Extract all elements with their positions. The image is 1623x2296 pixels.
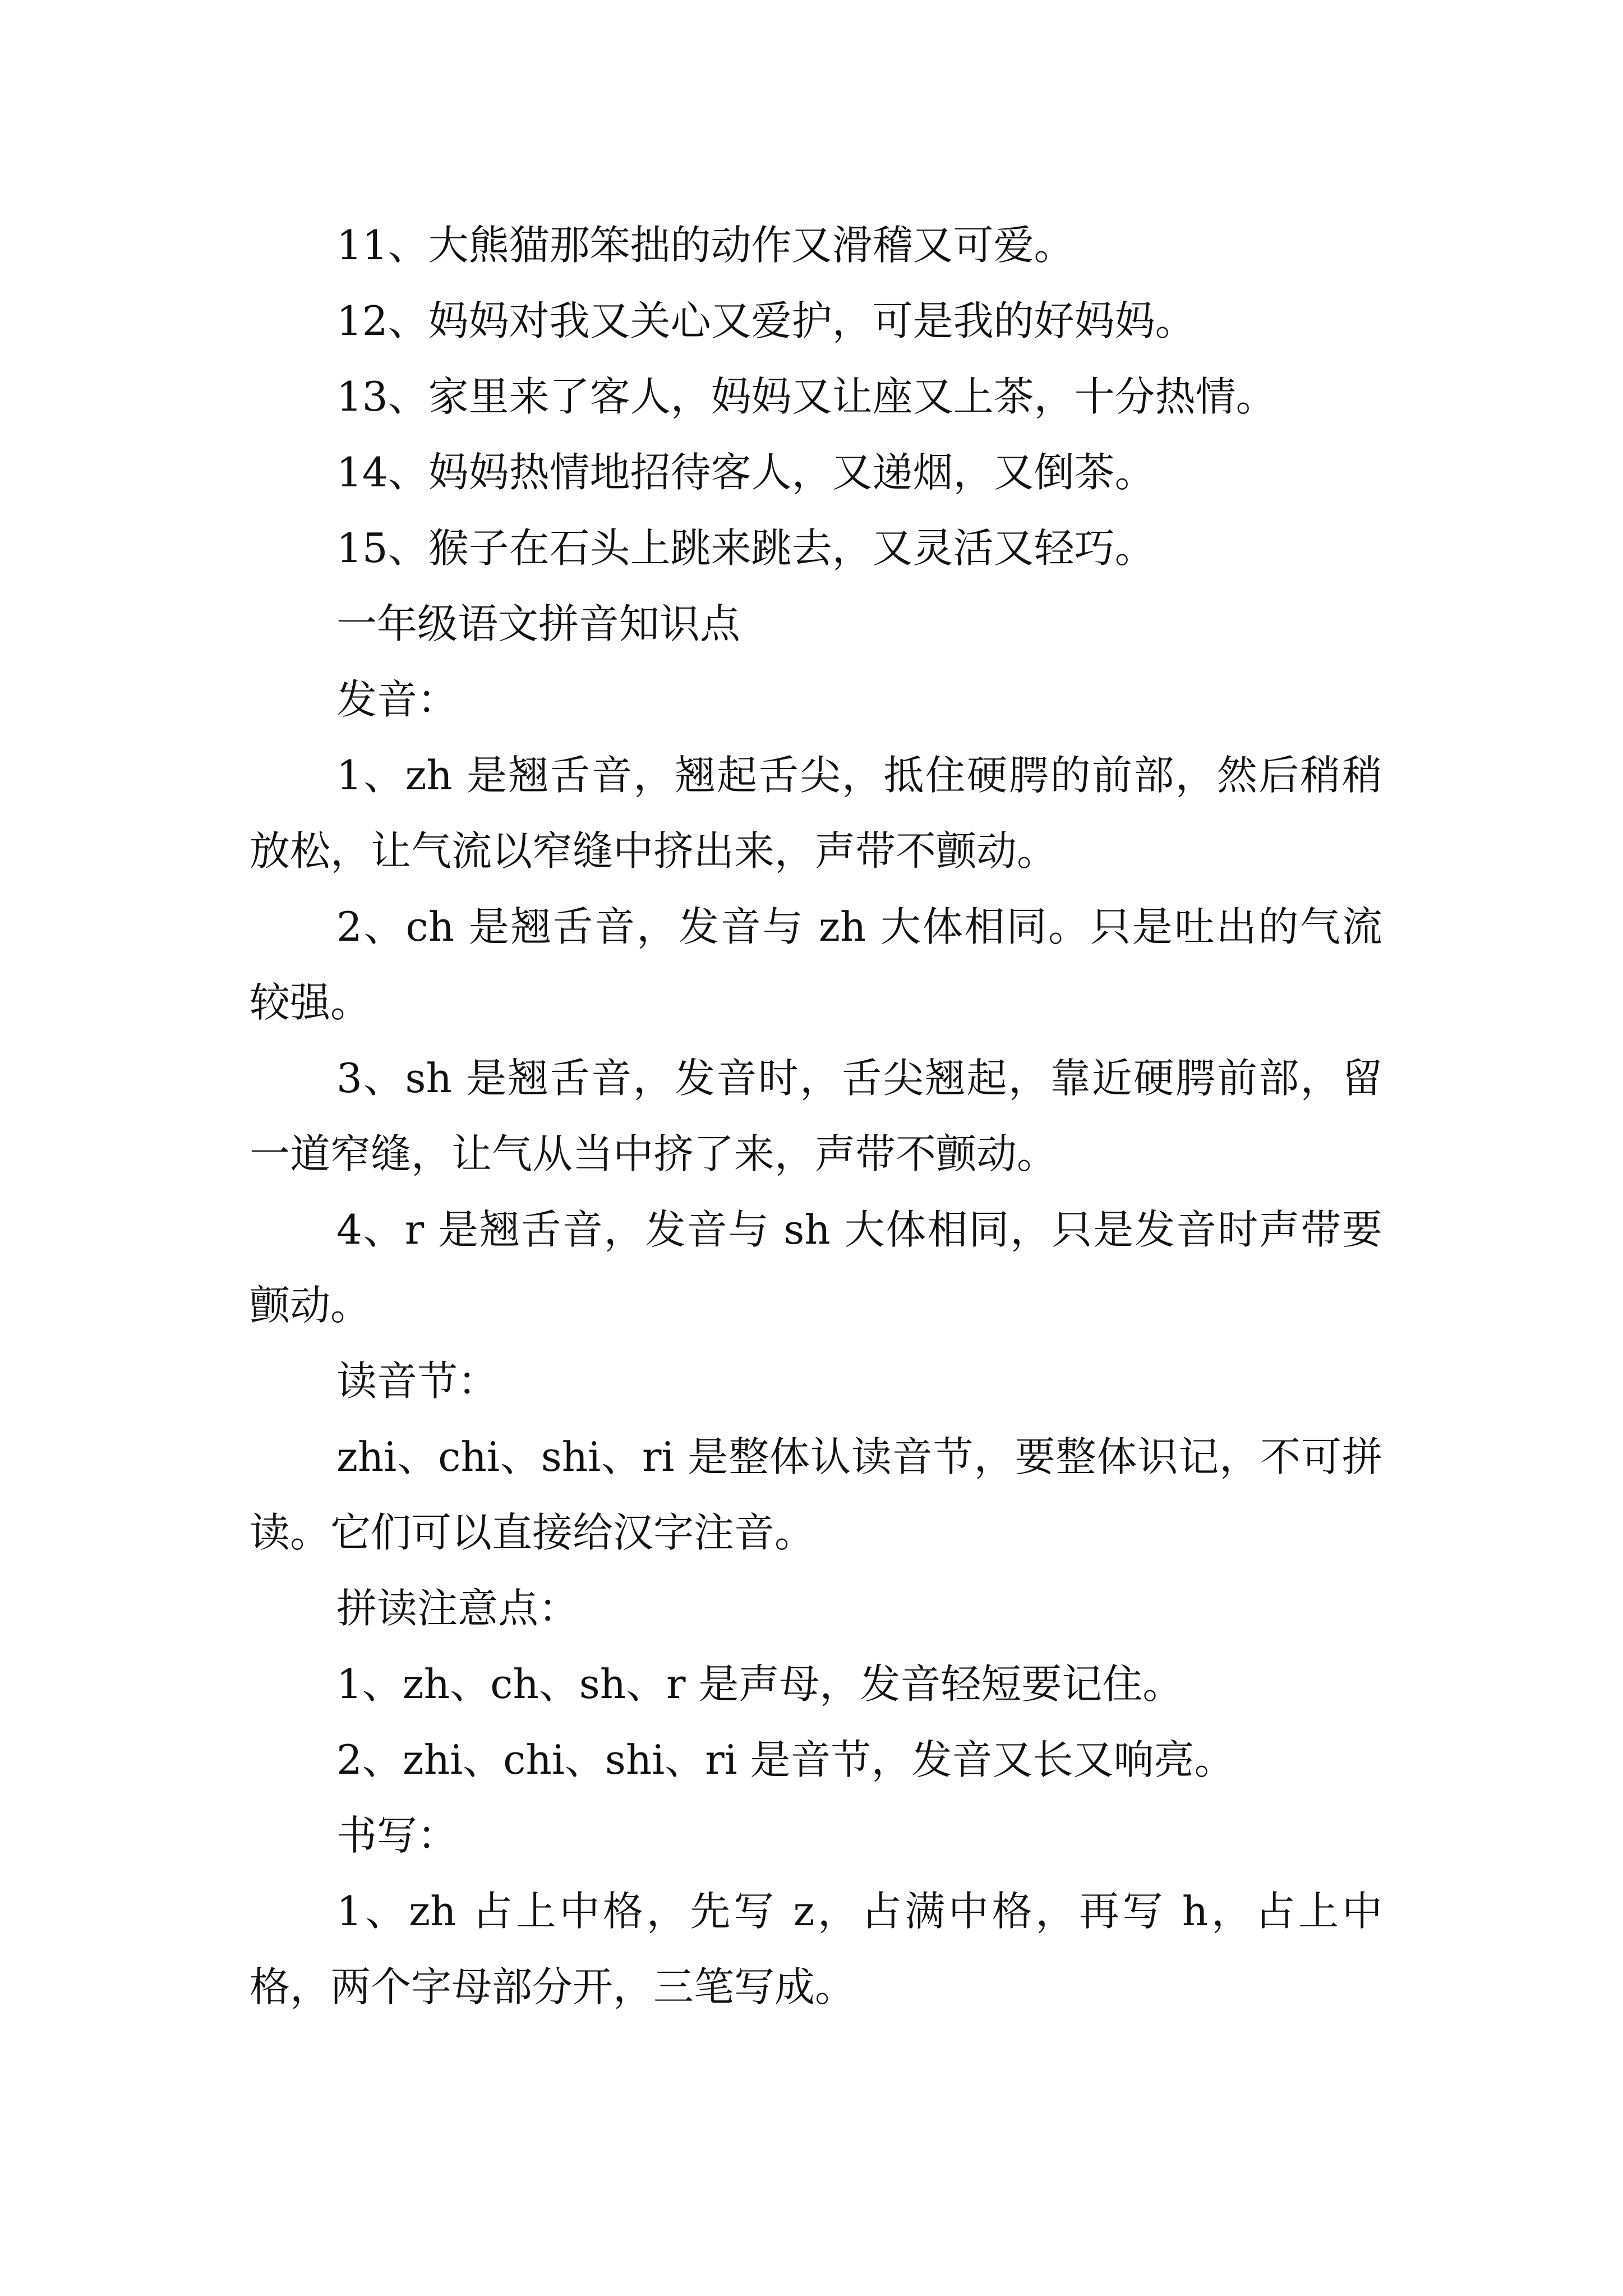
writing-item-1: 1、zh 占上中格，先写 z，占满中格，再写 h，占上中格，两个字母部分开，三笔写成。 (250, 1888, 1382, 2010)
reading-note-1: 1、zh、ch、sh、r 是声母，发音轻短要记住。 (336, 1660, 1183, 1708)
subheading-reading-notes: 拼读注意点： (336, 1585, 579, 1632)
subheading-pronunciation: 发音： (336, 676, 458, 723)
document-body (250, 208, 1382, 2025)
paragraph-15: 15、猴子在石头上跳来跳去，又灵活又轻巧。 (336, 524, 1155, 572)
section-heading-pinyin: 一年级语文拼音知识点 (336, 600, 741, 647)
pronunciation-item-ch: 2、ch 是翘舌音，发音与 zh 大体相同。只是吐出的气流较强。 (250, 903, 1382, 1026)
subheading-writing: 书写： (336, 1812, 458, 1859)
paragraph-13: 13、家里来了客人，妈妈又让座又上茶，十分热情。 (336, 373, 1276, 420)
paragraph-12: 12、妈妈对我又关心又爱护，可是我的好妈妈。 (336, 297, 1196, 344)
subheading-syllables: 读音节： (336, 1358, 499, 1405)
pronunciation-item-r: 4、r 是翘舌音，发音与 sh 大体相同，只是发音时声带要颤动。 (250, 1206, 1382, 1329)
reading-note-2: 2、zhi、chi、shi、ri 是音节，发音又长又响亮。 (336, 1736, 1235, 1783)
syllables-text: zhi、chi、shi、ri 是整体认读音节，要整体识记，不可拼读。它们可以直接给汉字注音。 (250, 1433, 1382, 1556)
pronunciation-item-sh: 3、sh 是翘舌音，发音时，舌尖翘起，靠近硬腭前部，留一道窄缝，让气从当中挤了来，声带不颤动。 (250, 1055, 1382, 1177)
pronunciation-item-zh: 1、zh 是翘舌音，翘起舌尖，抵住硬腭的前部，然后稍稍放松，让气流以窄缝中挤出来，声带不颤动。 (250, 752, 1382, 875)
paragraph-11: 11、大熊猫那笨拙的动作又滑稽又可爱。 (336, 222, 1075, 269)
paragraph-14: 14、妈妈热情地招待客人，又递烟，又倒茶。 (336, 449, 1155, 496)
